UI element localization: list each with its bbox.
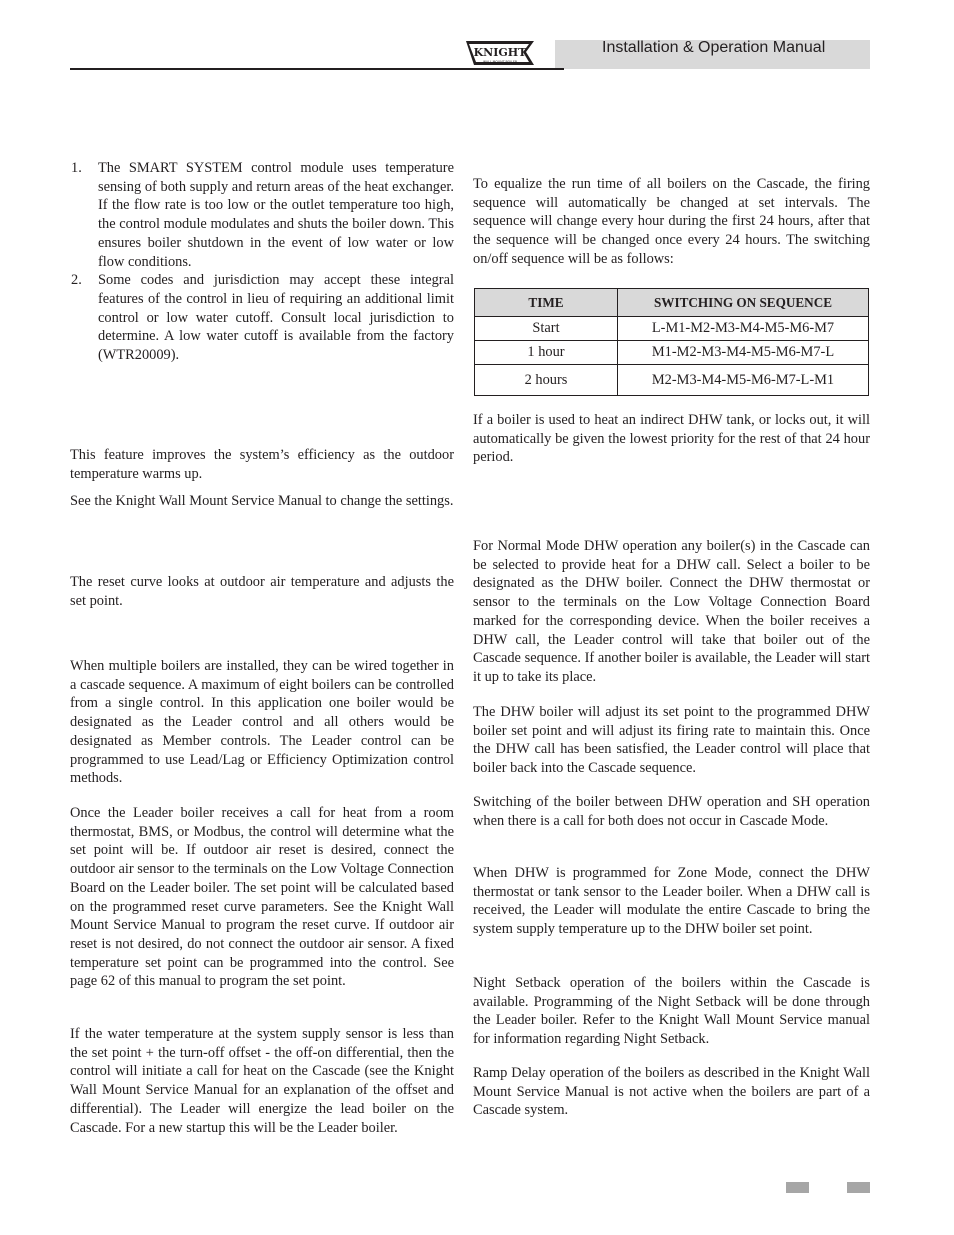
paragraph (473, 537, 870, 687)
footer-marker (847, 1182, 870, 1193)
numbered-list (70, 159, 454, 365)
paragraph (473, 411, 870, 467)
paragraph (70, 492, 454, 511)
paragraph-text: See the Knight Wall Mount Service Manual to change the settings. (70, 493, 454, 509)
list-number: 2. (71, 272, 82, 289)
header-rule (70, 68, 564, 70)
svg-text:WALL MOUNT BOILER: WALL MOUNT BOILER (482, 60, 518, 64)
table-row (475, 317, 869, 341)
paragraph (473, 703, 870, 778)
knight-logo (464, 38, 536, 68)
paragraph (473, 175, 870, 269)
table-row (475, 341, 869, 365)
table-cell: M1-M2-M3-M4-M5-M6-M7-L (618, 341, 869, 365)
table-header-cell: TIME (475, 289, 618, 317)
paragraph-text: Night Setback operation of the boilers within the Cascade is available. Programming of the Night Setback will be done through the Leader boiler. Refer to the Knight Wall Mount Service manual for information regarding Night Setback. (473, 975, 870, 1048)
paragraph (473, 974, 870, 1049)
paragraph-text: When multiple boilers are installed, they can be wired together in a cascade sequence. A maximum of eight boilers can be controlled from a single control. In this application one boiler would be designated as the Leader control and all others would be designated as Member controls. The Leader control can be programmed to use Lead/Lag or Efficiency Optimization control methods. (70, 658, 454, 787)
table-cell: M2-M3-M4-M5-M6-M7-L-M1 (618, 365, 869, 396)
list-text: The SMART SYSTEM control module uses temperature sensing of both supply and return areas of the heat exchanger. If the flow rate is too low or the outlet temperature too high, the control module modulates and shuts the boiler down. This ensures boiler shutdown in the event of low water or low flow conditions. (98, 160, 454, 270)
paragraph-text: Once the Leader boiler receives a call for heat from a room thermostat, BMS, or Modbus, the control will determine what the set point will be. If outdoor air reset is desired, connect the outdoor air sensor to the terminals on the Low Voltage Connection Board on the Leader boiler. The set point will be calculated based on the programmed reset curve parameters. See the Knight Wall Mount Service Manual to program the reset curve. If outdoor air reset is not desired, do not connect the outdoor air sensor. A fixed temperature set point can be programmed into the control. See page 62 of this manual to program the set point. (70, 805, 454, 990)
paragraph (70, 446, 454, 483)
list-number: 1. (71, 160, 82, 176)
paragraph-text: Switching of the boiler between DHW operation and SH operation when there is a call for both does not occur in Cascade Mode. (473, 794, 870, 829)
list-item (70, 271, 454, 365)
paragraph (473, 793, 870, 830)
paragraph-text: For Normal Mode DHW operation any boiler(s) in the Cascade can be selected to provide heat for a DHW call. Select a boiler to be designated as the DHW boiler. Connect the DHW thermostat or sensor to the terminals on the Low Voltage Connection Board marked for the corresponding device. When the boiler receives a DHW call, the Leader control will take that boiler out of the Cascade sequence. If another boiler is available, the Leader will start it up to take its place. (473, 538, 870, 685)
paragraph-text: This feature improves the system’s efficiency as the outdoor temperature warms up. (70, 447, 454, 482)
paragraph (473, 1064, 870, 1120)
list-text: Some codes and jurisdiction may accept these integral features of the control in lieu of requiring an additional limit control or low water cutoff. Consult local jurisdiction to determine. A low water cutoff is available from the factory (WTR20009). (98, 272, 454, 364)
manual-title: Installation & Operation Manual (602, 39, 826, 56)
paragraph-text: If the water temperature at the system supply sensor is less than the set point + the turn-off offset - the off-on differential, then the control will initiate a call for heat on the Cascade (see the Knight Wall Mount Service Manual for an explanation of the offset and differential). The Leader will energize the lead boiler on the Cascade. For a new startup this will be the Leader boiler. (70, 1026, 454, 1136)
paragraph-text: If a boiler is used to heat an indirect DHW tank, or locks out, it will automatically be given the lowest priority for the rest of that 24 hour period. (473, 412, 870, 466)
table-cell: 2 hours (475, 365, 618, 396)
paragraph-text: When DHW is programmed for Zone Mode, connect the DHW thermostat or tank sensor to the Leader boiler. When a DHW call is received, the Leader will modulate the entire Cascade to bring the system supply temperature up to the DHW boiler set point. (473, 865, 870, 938)
paragraph-text: The reset curve looks at outdoor air temperature and adjusts the set point. (70, 574, 454, 609)
table-row (475, 365, 869, 396)
paragraph (70, 657, 454, 788)
paragraph-text: To equalize the run time of all boilers on the Cascade, the firing sequence will automatically be changed at set intervals. The sequence will change every hour during the first 24 hours, after that the sequence will be changed once every 24 hours. The switching on/off sequence will be as follows: (473, 176, 870, 267)
table-header-row (475, 289, 869, 317)
list-item (70, 159, 454, 271)
paragraph (473, 864, 870, 939)
table-cell: Start (475, 317, 618, 341)
paragraph (70, 804, 454, 991)
table-header-cell: SWITCHING ON SEQUENCE (618, 289, 869, 317)
paragraph-text: The DHW boiler will adjust its set point to the programmed DHW boiler set point and will adjust its firing rate to maintain this. Once the DHW call has been satisfied, the Leader control will place that boiler back into the Cascade sequence. (473, 704, 870, 777)
paragraph-text: Ramp Delay operation of the boilers as described in the Knight Wall Mount Service Manual is not active when the boilers are part of a Cascade system. (473, 1065, 870, 1119)
paragraph (70, 573, 454, 610)
sequence-table (474, 288, 869, 396)
table-cell: L-M1-M2-M3-M4-M5-M6-M7 (618, 317, 869, 341)
paragraph (70, 1025, 454, 1137)
svg-text:KNIGHT: KNIGHT (473, 46, 527, 59)
table-cell: 1 hour (475, 341, 618, 365)
footer-marker (786, 1182, 809, 1193)
